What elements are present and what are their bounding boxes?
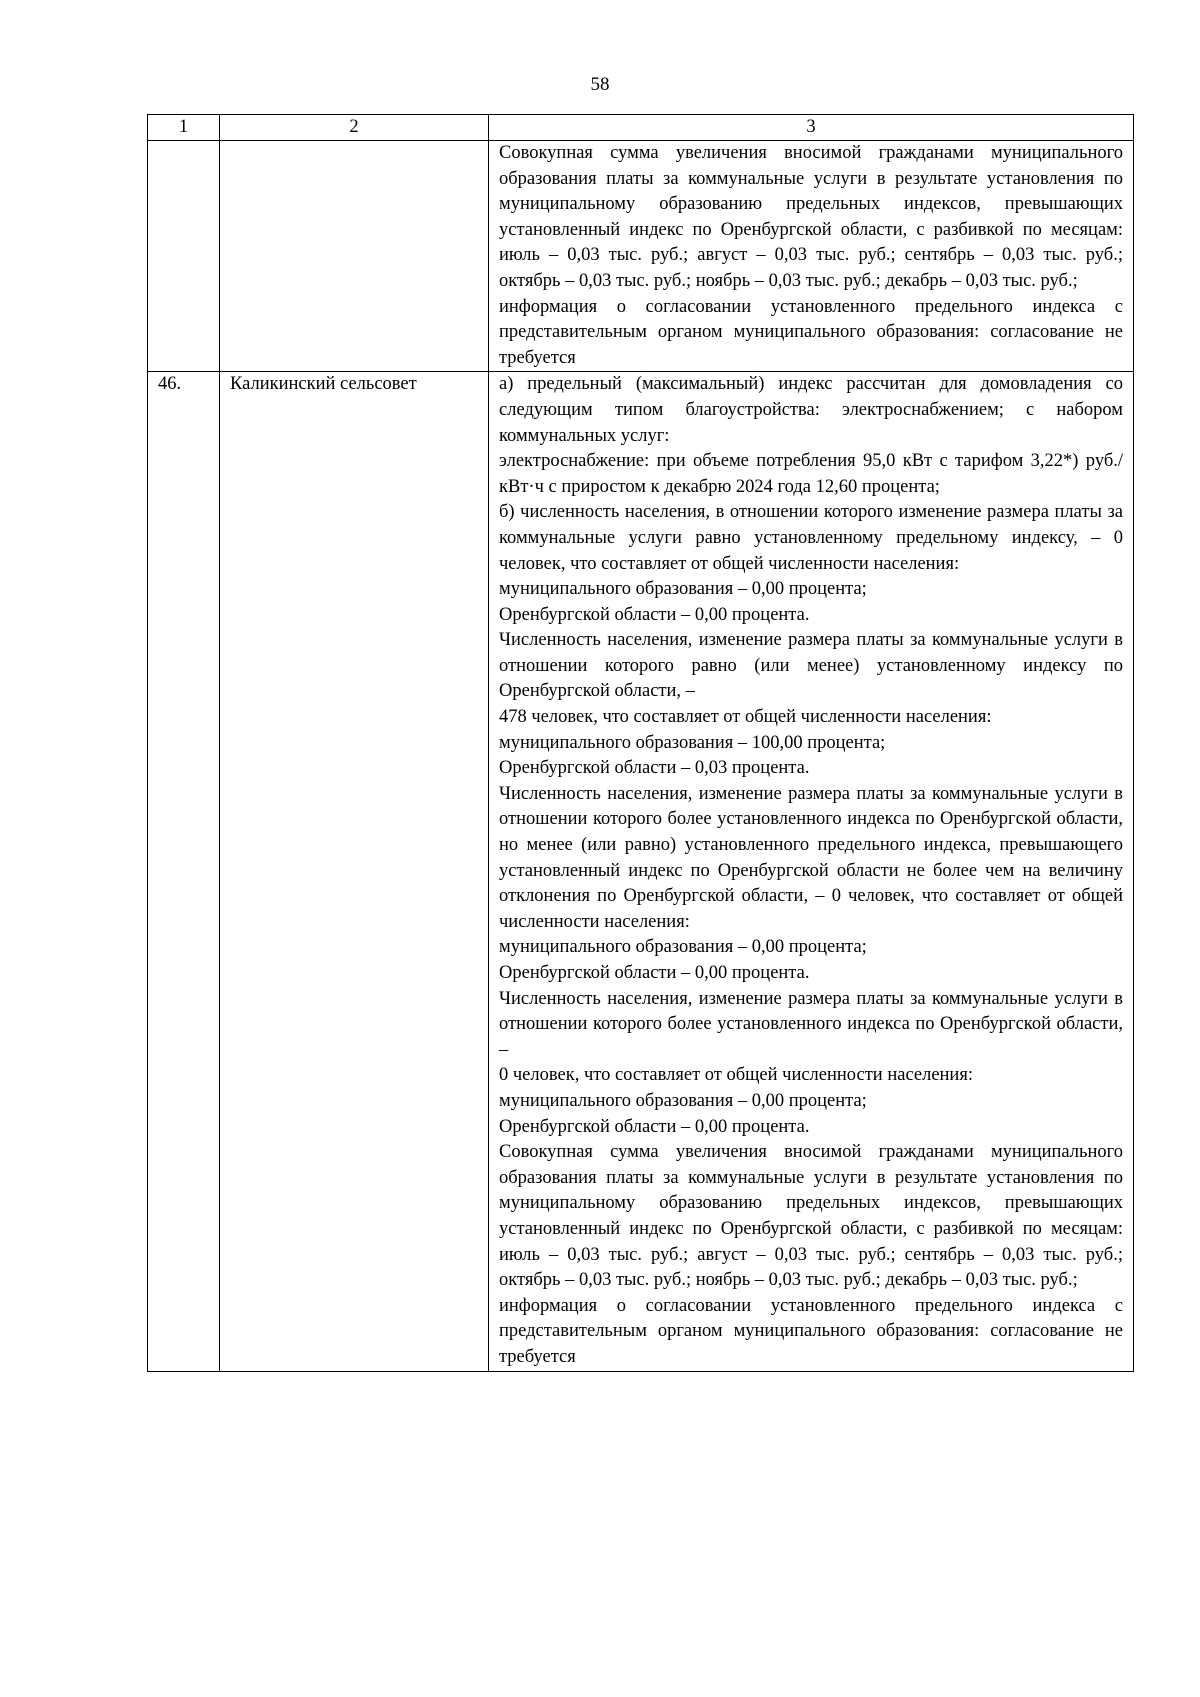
content-paragraph: 478 человек, что составляет от общей численности населения:: [499, 707, 992, 728]
content-paragraph: муниципального образования – 100,00 процента;: [499, 732, 886, 753]
content-paragraph: муниципального образования – 0,00 процента;: [499, 937, 867, 958]
content-paragraph: информация о согласовании установленного предельного индекса с представительным органом муниципального образования: согласование не требуется: [499, 296, 1123, 368]
content-paragraph: а) предельный (максимальный) индекс рассчитан для домовладения со следующим типом благоустройства: электроснабжением; с набором коммунальных услуг:: [499, 374, 1123, 446]
content-paragraph: Оренбургской области – 0,00 процента.: [499, 604, 810, 625]
row-name-cell: [220, 141, 489, 372]
content-paragraph: муниципального образования – 0,00 процента;: [499, 1090, 867, 1111]
row-content-cell: [489, 141, 1134, 372]
row-number-cell: 46.: [148, 372, 220, 1371]
header-col-2: 2: [220, 115, 489, 141]
content-paragraph: информация о согласовании установленного предельного индекса с представительным органом муниципального образования: согласование не требуется: [499, 1295, 1123, 1367]
table-row-continuation: [148, 141, 1134, 372]
content-paragraph: 0 человек, что составляет от общей численности населения:: [499, 1065, 973, 1086]
table-row-46: [148, 372, 1134, 1371]
header-col-3: 3: [489, 115, 1134, 141]
content-paragraph: Оренбургской области – 0,00 процента.: [499, 963, 810, 983]
row-number-cell: [148, 141, 220, 372]
content-paragraph: Оренбургской области – 0,00 процента.: [499, 1116, 810, 1137]
content-paragraph: Совокупная сумма увеличения вносимой гражданами муниципального образования платы за коммунальные услуги в результате установления по муниципальному образованию предельных индексов, превышающих установленный индекс по Оренбургской области, с разбивкой по месяцам: июль – 0,03 тыс. руб.; август – 0,03 тыс. руб.; сентябрь – 0,03 тыс. руб.; октябрь – 0,03 тыс. руб.; ноябрь – 0,03 тыс. руб.; декабрь – 0,03 тыс. руб.;: [499, 1142, 1123, 1291]
page-number: 58: [590, 74, 610, 95]
document-table: [147, 114, 1134, 1372]
content-paragraph: электроснабжение: при объеме потребления 95,0 кВт с тарифом 3,22*) руб./кВт·ч с приростом к декабрю 2024 года 12,60 процента;: [499, 451, 1123, 497]
content-paragraph: Совокупная сумма увеличения вносимой гражданами муниципального образования платы за коммунальные услуги в результате установления по муниципальному образованию предельных индексов, превышающих установленный индекс по Оренбургской области, с разбивкой по месяцам: июль – 0,03 тыс. руб.; август – 0,03 тыс. руб.; сентябрь – 0,03 тыс. руб.; октябрь – 0,03 тыс. руб.; ноябрь – 0,03 тыс. руб.; декабрь – 0,03 тыс. руб.;: [499, 143, 1123, 291]
content-paragraph: б) численность населения, в отношении которого изменение размера платы за коммунальные услуги равно установленному предельному индексу, – 0 человек, что составляет от общей численности населения:: [499, 502, 1123, 574]
content-paragraph: Численность населения, изменение размера платы за коммунальные услуги в отношении которого равно (или менее) установленному индексу по Оренбургской области, –: [499, 630, 1123, 702]
table-header-row: [148, 115, 1134, 141]
content-paragraph: муниципального образования – 0,00 процента;: [499, 579, 867, 600]
header-col-1: 1: [148, 115, 220, 141]
row-content-cell: [489, 372, 1134, 1371]
content-paragraph: Численность населения, изменение размера платы за коммунальные услуги в отношении которого более установленного индекса по Оренбургской области, но менее (или равно) установленного предельного индекса, превышающего установленный индекс по Оренбургской области не более чем на величину отклонения по Оренбургской области, – 0 человек, что составляет от общей численности населения:: [499, 783, 1123, 932]
content-paragraph: Оренбургской области – 0,03 процента.: [499, 758, 810, 779]
content-paragraph: Численность населения, изменение размера платы за коммунальные услуги в отношении которого более установленного индекса по Оренбургской области, –: [499, 988, 1123, 1060]
row-name-cell: Каликинский сельсовет: [220, 372, 489, 1371]
